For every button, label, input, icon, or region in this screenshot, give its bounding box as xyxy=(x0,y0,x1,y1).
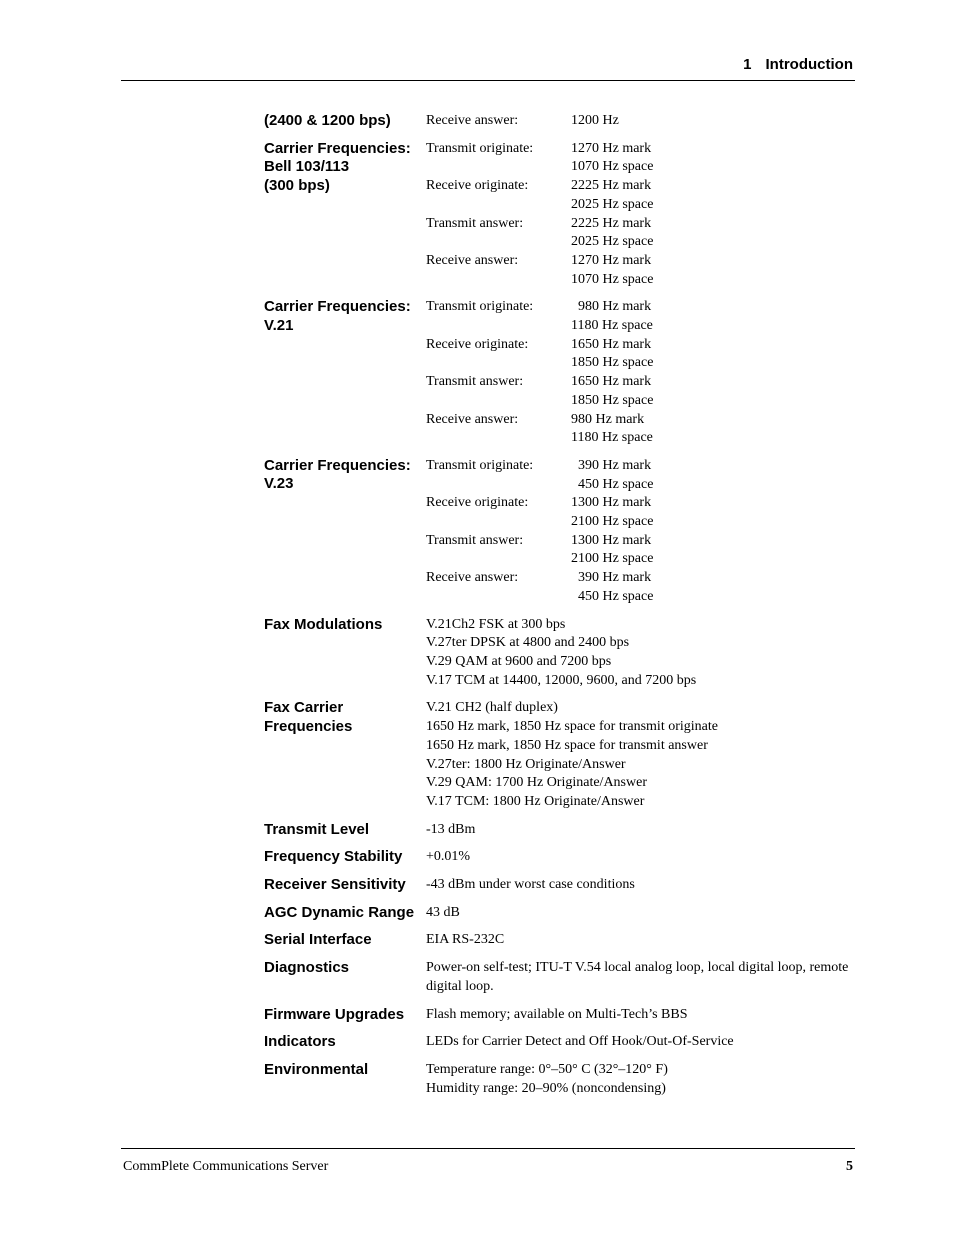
spec-pair-value: 1850 Hz space xyxy=(571,392,654,408)
spec-value xyxy=(426,904,854,923)
spec-pair-values xyxy=(571,457,653,494)
spec-pair-values xyxy=(571,177,653,214)
spec-pair-value: 2225 Hz mark xyxy=(571,178,652,194)
spec-pair-value: 1650 Hz mark xyxy=(571,374,652,390)
spec-value xyxy=(426,1006,854,1025)
footer-product-name: CommPlete Communications Server xyxy=(123,1159,329,1174)
spec-pair-values xyxy=(571,140,653,177)
spec-pair-value: 1200 Hz xyxy=(571,113,619,128)
spec-value xyxy=(426,821,854,840)
header-rule xyxy=(121,80,855,81)
specifications-list xyxy=(264,112,854,1107)
spec-line: -43 dBm under worst case conditions xyxy=(426,877,635,893)
spec-line: V.17 TCM: 1800 Hz Originate/Answer xyxy=(426,793,645,809)
spec-label: Carrier Frequencies: V.21 xyxy=(264,298,411,334)
spec-line: Humidity range: 20–90% (noncondensing) xyxy=(426,1080,666,1096)
footer-page-number: 5 xyxy=(846,1159,853,1174)
spec-pair-value: 1850 Hz space xyxy=(571,355,654,371)
spec-pair-key: Receive originate: xyxy=(426,178,529,194)
spec-pair xyxy=(426,336,854,373)
spec-label: (2400 & 1200 bps) xyxy=(264,112,391,129)
spec-value xyxy=(426,876,854,895)
spec-value xyxy=(426,931,854,950)
spec-row xyxy=(264,931,854,950)
spec-label: Serial Interface xyxy=(264,931,372,949)
spec-pair-value: 1180 Hz space xyxy=(571,318,653,334)
spec-row xyxy=(264,959,854,996)
spec-pair xyxy=(426,494,854,531)
spec-line: Flash memory; available on Multi-Tech’s BBS xyxy=(426,1006,688,1022)
spec-line: V.29 QAM: 1700 Hz Originate/Answer xyxy=(426,775,647,791)
spec-pair-values xyxy=(571,373,653,410)
chapter-title: Introduction xyxy=(765,56,853,73)
spec-pair xyxy=(426,532,854,569)
spec-pair-key: Transmit originate: xyxy=(426,299,534,315)
spec-pair-key: Transmit answer: xyxy=(426,374,524,390)
spec-pair-values xyxy=(571,569,653,606)
spec-label: Firmware Upgrades xyxy=(264,1005,405,1023)
spec-row xyxy=(264,1033,854,1052)
spec-pair-value: 980 Hz mark xyxy=(571,299,652,315)
spec-pair-key: Transmit answer: xyxy=(426,532,524,548)
spec-pair-value: 2025 Hz space xyxy=(571,196,654,212)
spec-pair-value: 1070 Hz space xyxy=(571,159,654,175)
spec-pair-value: 1300 Hz mark xyxy=(571,495,652,511)
spec-line: +0.01% xyxy=(426,849,471,865)
spec-pair-value: 1180 Hz space xyxy=(571,430,653,446)
spec-value xyxy=(426,959,854,996)
spec-label: Carrier Frequencies: Bell 103/113 (300 bps) xyxy=(264,139,411,194)
spec-line: V.29 QAM at 9600 and 7200 bps xyxy=(426,653,612,669)
spec-value xyxy=(426,699,854,811)
spec-label: Diagnostics xyxy=(264,959,350,977)
spec-pair-key: Receive answer: xyxy=(426,113,519,128)
spec-pair xyxy=(426,373,854,410)
spec-row xyxy=(264,140,854,290)
spec-pair-value: 2100 Hz space xyxy=(571,551,654,567)
spec-pair-value: 390 Hz mark xyxy=(571,570,652,586)
spec-line: 1650 Hz mark, 1850 Hz space for transmit answer xyxy=(426,737,708,753)
spec-line: V.21 CH2 (half duplex) xyxy=(426,700,558,716)
spec-value xyxy=(426,457,854,607)
spec-pair xyxy=(426,112,854,131)
spec-value xyxy=(426,1033,854,1052)
spec-pair-key: Receive answer: xyxy=(426,252,519,268)
spec-line: -13 dBm xyxy=(426,821,476,837)
spec-pair-values xyxy=(571,252,653,289)
spec-row xyxy=(264,876,854,895)
spec-label: Environmental xyxy=(264,1060,369,1078)
spec-line: Power-on self-test; ITU-T V.54 local analog loop, local digital loop, remote digital loop. xyxy=(426,960,849,994)
footer-rule xyxy=(121,1148,855,1149)
spec-row xyxy=(264,1006,854,1025)
spec-pair-key: Receive originate: xyxy=(426,336,529,352)
spec-pair-value: 1300 Hz mark xyxy=(571,532,652,548)
spec-row xyxy=(264,699,854,811)
spec-pair-value: 2225 Hz mark xyxy=(571,215,652,231)
spec-pair-values xyxy=(571,112,619,131)
spec-pair xyxy=(426,215,854,252)
running-header xyxy=(743,56,853,73)
spec-pair-values xyxy=(571,215,653,252)
spec-pair-values xyxy=(571,411,653,448)
spec-pair xyxy=(426,140,854,177)
spec-label: Fax Modulations xyxy=(264,615,383,633)
spec-label: Transmit Level xyxy=(264,820,370,838)
spec-pair-value: 1270 Hz mark xyxy=(571,140,652,156)
spec-pair-values xyxy=(571,336,653,373)
spec-pair xyxy=(426,411,854,448)
spec-pair-key: Transmit answer: xyxy=(426,215,524,231)
spec-value xyxy=(426,848,854,867)
spec-label: Receiver Sensitivity xyxy=(264,876,406,894)
spec-value xyxy=(426,298,854,448)
spec-row xyxy=(264,112,854,131)
spec-label: AGC Dynamic Range xyxy=(264,903,415,921)
spec-pair-value: 1070 Hz space xyxy=(571,271,654,287)
spec-pair-values xyxy=(571,532,653,569)
spec-row xyxy=(264,616,854,691)
spec-line: 1650 Hz mark, 1850 Hz space for transmit originate xyxy=(426,719,718,735)
spec-line: V.27ter: 1800 Hz Originate/Answer xyxy=(426,756,626,772)
spec-pair-value: 2100 Hz space xyxy=(571,514,654,530)
spec-row xyxy=(264,1061,854,1098)
spec-pair xyxy=(426,177,854,214)
spec-pair xyxy=(426,252,854,289)
spec-pair-value: 980 Hz mark xyxy=(571,411,645,427)
spec-pair-value: 390 Hz mark xyxy=(571,457,652,473)
spec-pair-key: Transmit originate: xyxy=(426,457,534,473)
spec-row xyxy=(264,821,854,840)
spec-pair xyxy=(426,457,854,494)
spec-label: Carrier Frequencies: V.23 xyxy=(264,456,411,493)
spec-value xyxy=(426,140,854,290)
spec-pair-values xyxy=(571,494,653,531)
spec-row xyxy=(264,904,854,923)
spec-row xyxy=(264,457,854,607)
spec-line: LEDs for Carrier Detect and Off Hook/Out-Of-Service xyxy=(426,1034,734,1050)
spec-pair xyxy=(426,298,854,335)
spec-pair-key: Receive answer: xyxy=(426,570,519,586)
spec-line: V.27ter DPSK at 4800 and 2400 bps xyxy=(426,635,630,651)
spec-pair xyxy=(426,569,854,606)
spec-value xyxy=(426,1061,854,1098)
spec-line: Temperature range: 0°–50° C (32°–120° F) xyxy=(426,1061,668,1077)
spec-pair-value: 1270 Hz mark xyxy=(571,252,652,268)
spec-row xyxy=(264,298,854,448)
spec-value xyxy=(426,616,854,691)
spec-pair-key: Transmit originate: xyxy=(426,140,534,156)
spec-row xyxy=(264,848,854,867)
spec-pair-value: 1650 Hz mark xyxy=(571,336,652,352)
spec-pair-value: 2025 Hz space xyxy=(571,234,654,250)
spec-line: 43 dB xyxy=(426,904,460,920)
spec-pair-value: 450 Hz space xyxy=(571,476,654,492)
spec-line: V.21Ch2 FSK at 300 bps xyxy=(426,616,566,632)
spec-pair-value: 450 Hz space xyxy=(571,588,654,604)
spec-label: Indicators xyxy=(264,1033,336,1051)
spec-line: V.17 TCM at 14400, 12000, 9600, and 7200 bps xyxy=(426,672,697,688)
spec-pair-key: Receive originate: xyxy=(426,495,529,511)
spec-pair-values xyxy=(571,298,653,335)
spec-value xyxy=(426,112,854,131)
spec-label: Frequency Stability xyxy=(264,848,403,866)
spec-label: Fax Carrier Frequencies xyxy=(264,699,353,735)
spec-pair-key: Receive answer: xyxy=(426,411,519,427)
spec-line: EIA RS-232C xyxy=(426,932,505,948)
chapter-number: 1 xyxy=(743,56,752,73)
